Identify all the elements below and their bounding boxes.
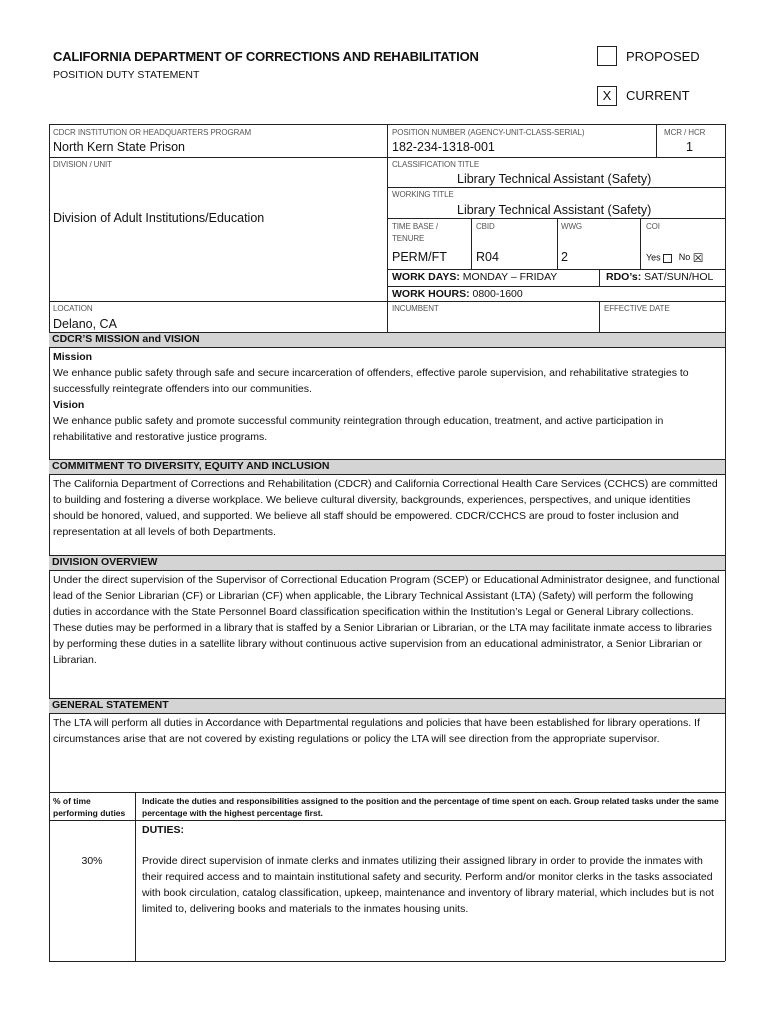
coi-options — [646, 251, 704, 265]
cbid-value[interactable]: R04 — [476, 250, 499, 264]
proposed-checkbox[interactable] — [597, 46, 617, 66]
duties-percent-header: % of time performing duties — [53, 796, 126, 818]
classification-label: CLASSIFICATION TITLE — [392, 160, 480, 169]
institution-label: CDCR INSTITUTION OR HEADQUARTERS PROGRAM — [53, 128, 252, 137]
diversity-heading: COMMITMENT TO DIVERSITY, EQUITY AND INCLUSION — [49, 459, 725, 475]
work-days-label: WORK DAYS: — [392, 271, 460, 283]
time-base-label-1: TIME BASE / — [392, 222, 439, 231]
vision-title: Vision — [53, 399, 85, 411]
division-label: DIVISION / UNIT — [53, 160, 112, 169]
general-statement-heading: GENERAL STATEMENT — [49, 698, 725, 714]
time-base-value[interactable]: PERM/FT — [392, 250, 447, 264]
effective-date-label: EFFECTIVE DATE — [604, 304, 670, 313]
duty-percent: 30% — [81, 855, 103, 867]
rdo-value[interactable]: SAT/SUN/HOL — [644, 271, 714, 283]
general-statement-text: The LTA will perform all duties in Accordance with Departmental regulations and policies that have been established for library operations. If circumstances arise that are not covered by existing regulations or policy the LTA will see direction from the appropriate supervisor. — [53, 717, 700, 745]
duty-text: Provide direct supervision of inmate clerks and inmates utilizing their assigned library in order to provide the inmates with their required access and to maintain institutional safety and security. Perform and/or monitor clerks in the tasks associated with book circulation, catalog classification, upkeep, maintenance and inventory of library material, which includes but is not limited to, delivering books and materials to the inmates housing units. — [142, 855, 714, 915]
mission-heading: CDCR’S MISSION and VISION — [49, 332, 725, 348]
time-base-label-2: TENURE — [392, 234, 425, 243]
form-title: CALIFORNIA DEPARTMENT OF CORRECTIONS AND REHABILITATION — [53, 49, 479, 64]
vision-text: We enhance public safety and promote successful community reintegration through education, treatment, and active participation in rehabilitative and restorative justice programs. — [53, 415, 664, 443]
form-subtitle: POSITION DUTY STATEMENT — [53, 69, 200, 81]
coi-no-label: No — [678, 252, 691, 263]
institution-value[interactable]: North Kern State Prison — [53, 140, 186, 154]
mcr-label: MCR / HCR — [664, 128, 706, 137]
location-label: LOCATION — [53, 304, 93, 313]
working-title-label: WORKING TITLE — [392, 190, 454, 199]
current-label: CURRENT — [626, 88, 690, 103]
work-hours-value[interactable]: 0800-1600 — [472, 288, 523, 300]
work-days — [392, 271, 557, 283]
coi-yes-label: Yes — [646, 252, 661, 263]
cbid-label: CBID — [476, 222, 495, 231]
mcr-value[interactable]: 1 — [686, 140, 693, 154]
mission-text: We enhance public safety through safe and secure incarceration of offenders, effective parole supervision, and rehabilitative strategies to successfully reintegrate offenders into our communities. — [53, 367, 689, 395]
position-number-value[interactable]: 182-234-1318-001 — [392, 140, 495, 154]
work-hours — [392, 288, 523, 300]
wwg-label: WWG — [561, 222, 583, 231]
incumbent-label: INCUMBENT — [392, 304, 439, 313]
coi-yes-checkbox[interactable] — [663, 254, 672, 263]
working-title-value[interactable]: Library Technical Assistant (Safety) — [457, 203, 652, 217]
division-value[interactable]: Division of Adult Institutions/Education — [53, 211, 265, 225]
work-hours-label: WORK HOURS: — [392, 288, 470, 300]
division-overview-heading: DIVISION OVERVIEW — [49, 555, 725, 571]
position-number-label: POSITION NUMBER (AGENCY-UNIT-CLASS-SERIAL) — [392, 128, 585, 137]
rdo-label: RDO’s: — [606, 271, 642, 283]
wwg-value[interactable]: 2 — [561, 250, 568, 264]
coi-no-checkbox[interactable]: ☒ — [692, 251, 704, 265]
duties-description-header: Indicate the duties and responsibilities assigned to the position and the percentage of time spent on each. Group related tasks under the same percentage with the highest percentage first. — [142, 796, 719, 818]
work-days-value[interactable]: MONDAY – FRIDAY — [462, 271, 558, 283]
rdo — [606, 271, 713, 283]
classification-value[interactable]: Library Technical Assistant (Safety) — [457, 172, 652, 186]
mission-title: Mission — [53, 351, 93, 363]
location-value[interactable]: Delano, CA — [53, 317, 117, 331]
coi-label: COI — [646, 222, 660, 231]
diversity-text: The California Department of Corrections and Rehabilitation (CDCR) and California Correctional Health Care Services (CCHCS) are committed to building and fostering a diverse workplace. We believe cultural diversity, backgrounds, experiences, perspectives, and unique identities should be honored, valued, and supported. We believe all staff should be empowered. CDCR/CCHCS are proud to foster inclusion and representation at all levels of both Departments. — [53, 478, 718, 538]
current-checkbox[interactable]: X — [597, 86, 617, 106]
division-overview-text: Under the direct supervision of the Supervisor of Correctional Education Program (SCEP) or Educational Administrator designee, and functional lead of the Senior Librarian (CF) or Librarian (CF) when applicable, the Library Technical Assistant (LTA) (Safety) will perform the following duties in accordance with the State Personnel Board classification specification within the Institution’s Legal or General Library collections. These duties may be performed in a library that is staffed by a Senior Librarian or Librarian, or the LTA may facilitate inmate access to libraries by performing these duties in a satellite library without continuous active supervision from an educational administrator, a Senior Librarian or Librarian. — [53, 574, 720, 666]
proposed-label: PROPOSED — [626, 49, 700, 64]
duties-title: DUTIES: — [142, 824, 184, 836]
